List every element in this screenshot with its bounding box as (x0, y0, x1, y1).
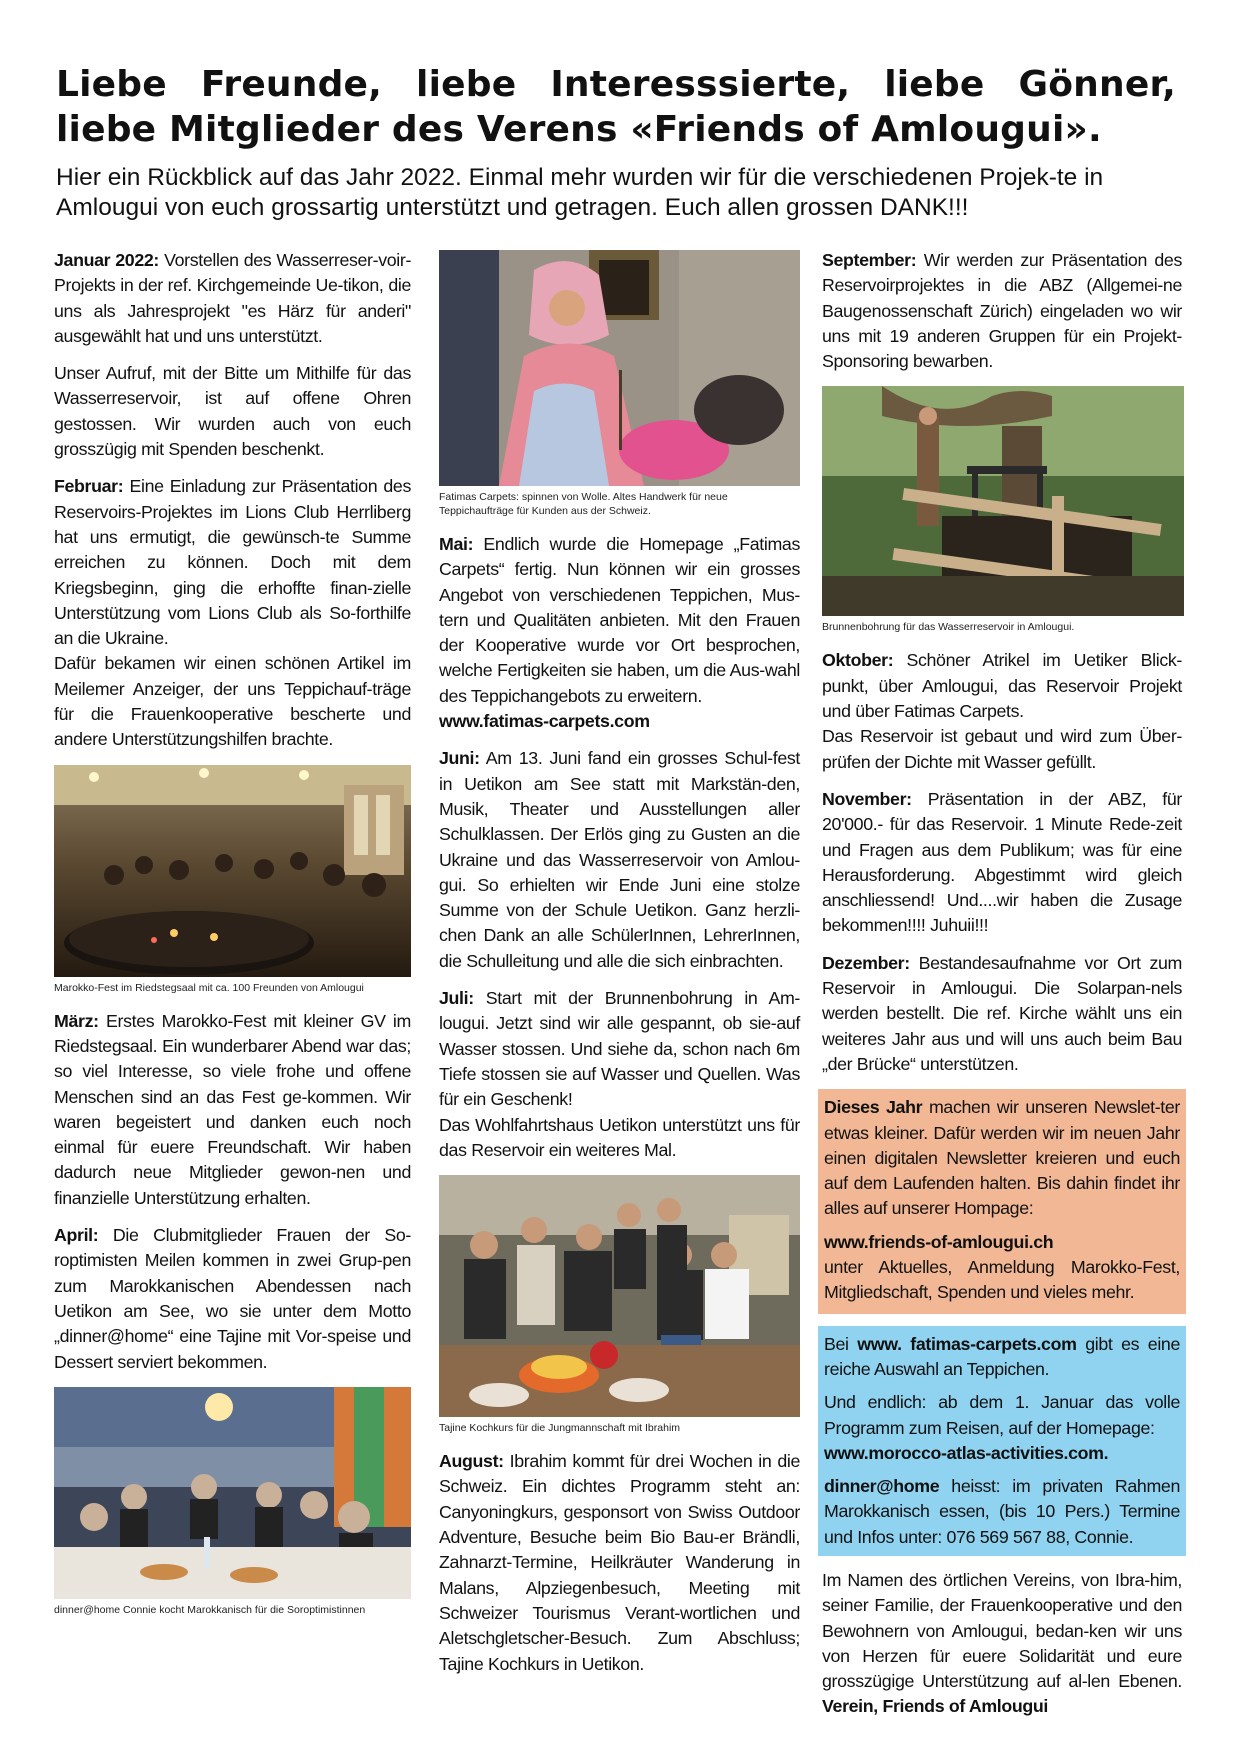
photo-dinner-home (54, 1387, 411, 1599)
juni-text: Am 13. Juni fand ein grosses Schul-fest in Uetikon am See statt mit Markstän-den, Musik, Theater und Ausstellungen aller Schulklassen. Der Erlös ging zu Gusten an die Ukraine und das Wasserreservoir von Amlou-gui. So erhielten wir Ende Juni eine stolze Summe von der Schule Uetikon. Ganz herzli-chen Dank an alle SchülerInnen, LehrerInnen, die Schulleitung und alle die sich einbrachten. (439, 748, 800, 971)
maerz-label: März: (54, 1010, 99, 1031)
dezember-entry (822, 951, 1182, 1077)
carpets-offer-text (824, 1332, 1180, 1383)
august-entry (439, 1449, 800, 1677)
photo-caption: Brunnenbohrung für das Wasserreservoir in Amlougui. (822, 621, 1075, 634)
april-entry (54, 1223, 411, 1375)
page-title: Liebe Freunde, liebe Interesssierte, liebe Gönner, liebe Mitglieder des Verens «Friends of Amlougui». (56, 64, 1176, 150)
september-text: Wir werden zur Präsentation des Reservoirprojektes in die ABZ (Allgemei-ne Baugenossenschaft Zürich) eingeladen wo wir uns mit 19 anderen Gruppen für ein Projekt-Sponsoring bewarben. (822, 250, 1182, 372)
januar-text: Vorstellen des Wasserreser-voir-Projekts in der ref. Kirchgemeinde Ue-tikon, die uns als Jahresprojekt "es Härz für anderi" ausgewählt hat und uns unterstützt. (54, 250, 412, 346)
dezember-text: Bestandesaufnahme vor Ort zum Reservoir in Amlougui. Die Solarpan-nels werden bestellt. Die ref. Kirche wählt uns ein weiteres Jahr aus und will uns auch beim Bau „der Brücke“ unterstützen. (822, 952, 1182, 1074)
dinner-home-label: dinner@home (824, 1476, 940, 1497)
newsletter-info-box (818, 1089, 1186, 1313)
september-entry (822, 248, 1182, 374)
juli-text: Start mit der Brunnenbohrung in Am-lougui. Jetzt sind wir alle gespannt, ob sie-auf Wasser stossen. Und siehe da, schon nach 6m Tiefe stossen sie auf Wasser und Quellen. Was für ein Geschenk! (439, 988, 800, 1110)
april-text: Die Clubmitglieder Frauen der So-roptimisten Meilen kommen in zwei Grup-pen zum Marokkanischen Abendessen nach Uetikon am See, wo sie unter dem Motto „dinner@home“ eine Tajine mit Vor-speise und Dessert serviert bekommen. (54, 1225, 411, 1372)
november-entry (822, 787, 1182, 939)
februar-entry (54, 474, 411, 651)
dinner-home-image (54, 1387, 411, 1599)
januar-entry (54, 248, 411, 349)
photo-caption: Marokko-Fest im Riedstegsaal mit ca. 100 Freunden von Amlougui (54, 981, 364, 994)
januar-label: Januar 2022: (54, 250, 159, 270)
column-left (54, 248, 411, 1631)
closing-body: Im Namen des örtlichen Vereins, von Ibra-him, seiner Familie, der Frauenkooperative und den Bewohnern von Amlougui, bedan-ken wir uns von Herzen für euere Solidarität und eure grosszügige Unterstützung auf al-len Ebenen. (822, 1569, 1182, 1692)
brunnenbohrung-image (822, 386, 1184, 616)
photo-caption: Fatimas Carpets: spinnen von Wolle. Altes Handwerk für neue Teppichaufträge für Kunden aus der Schweiz. (439, 491, 728, 517)
maerz-text: Erstes Marokko-Fest mit kleiner GV im Riedstegsaal. Ein wunderbarer Abend war das; so viel Interesse, so viele frohe und offene Menschen sind an das Fest ge-kommen. Wir waren begeistert und danken euch noch einmal für euere Freundschaft. Wir haben dadurch neue Mitglieder gewon-nen und finanzielle Unterstützung erhalten. (54, 1010, 411, 1208)
photo-fatimas-carpets (439, 250, 800, 486)
november-label: November: (822, 788, 912, 809)
aufruf-entry: Unser Aufruf, mit der Bitte um Mithilfe für das Wasserreservoir, ist auf offene Ohren gestossen. Wir wurden auch von euch grosszügig mit Spenden beschenkt. (54, 363, 411, 460)
november-text: Präsentation in der ABZ, für 20'000.- für das Reservoir. 1 Minute Rede-zeit und Fragen aus dem Publikum; was für eine Herausforderung. Abgestimmt wird gleich anschliessend! Und....wir haben die Zusage bekommen!!!! Juhuii!!! (822, 788, 1182, 936)
photo-tajine-kochkurs (439, 1175, 800, 1417)
fatimas-carpets-link-2[interactable]: www. fatimas-carpets.com (857, 1333, 1077, 1354)
closing-text (822, 1568, 1182, 1720)
photo-caption: Tajine Kochkurs für die Jungmannschaft mit Ibrahim (439, 1422, 681, 1435)
tajine-kochkurs-image (439, 1175, 800, 1417)
closing-signature: Verein, Friends of Amlougui (822, 1696, 1049, 1717)
juli-label: Juli: (439, 988, 474, 1009)
oktober-label: Oktober: (822, 650, 894, 671)
intro-text: Hier ein Rückblick auf das Jahr 2022. Einmal mehr wurden wir für die verschiedenen Projek-te in Amlougui von euch grossartig unterstützt und getragen. Euch allen grossen DANK!!! (56, 164, 1104, 221)
mai-entry (439, 532, 800, 709)
photo-brunnenbohrung (822, 386, 1184, 616)
fatimas-carpets-image (439, 250, 800, 486)
oktober-entry-2: Das Reservoir ist gebaut und wird zum Über-prüfen der Dichte mit Wasser gefüllt. (822, 726, 1182, 772)
mai-text: Endlich wurde die Homepage „Fatimas Carpets“ fertig. Nun können wir ein grosses Angebot von verschiedenen Teppichen, Mus-tern und Qualitäten anbieten. Mit den Frauen der Kooperative wurde vor Ort besprochen, welche Fertigkeiten sie haben, um die Aus-wahl des Teppichangebots zu erweitern. (439, 534, 800, 706)
marokko-fest-image (54, 765, 411, 977)
februar-label: Februar: (54, 476, 124, 497)
oktober-entry (822, 648, 1182, 724)
column-middle (439, 250, 800, 1689)
newsletter-text-2: unter Aktuelles, Anmeldung Marokko-Fest, Mitgliedschaft, Spenden und vieles mehr. (824, 1257, 1180, 1303)
juni-label: Juni: (439, 748, 480, 769)
column-right (822, 248, 1182, 1732)
carpets-offer-post: gibt es eine reiche Auswahl an Teppichen. (824, 1333, 1181, 1379)
dezember-label: Dezember: (822, 952, 910, 973)
august-label: August: (439, 1451, 504, 1472)
links-info-box (818, 1326, 1186, 1556)
februar-text: Eine Einladung zur Präsentation des Reservoirs-Projektes im Lions Club Herrliberg hat uns ermutigt, die gewünsch-te Summe erreichen zu können. Doch mit dem Kriegsbeginn, ging die erhoffte finan-zielle Unterstützung vom Lions Club als So-forthilfe an die Ukraine. (54, 476, 411, 649)
fatimas-carpets-link[interactable]: www.fatimas-carpets.com (439, 711, 650, 732)
dinner-home-text (824, 1474, 1180, 1550)
newsletter-text (824, 1095, 1180, 1221)
photo-marokko-fest (54, 765, 411, 977)
photo-caption: dinner@home Connie kocht Marokkanisch für die Soroptimistinnen (54, 1603, 366, 1616)
august-text: Ibrahim kommt für drei Wochen in die Schweiz. Ein dichtes Programm steht an: Canyoningkurs, gesponsort von Swiss Outdoor Adventure, Besuche beim Bio Bau-er Brändli, Zahnarzt-Termine, Heilkräuter Wanderung in Malans, Alpziegenbesuch, Meeting mit Schweizer Tourismus Verant-wortlichen und Aletschgletscher-Besuch. Zum Abschluss; Tajine Kochkurs in Uetikon. (439, 1451, 800, 1674)
juni-entry (439, 746, 800, 974)
newsletter-label: Dieses Jahr (824, 1097, 923, 1118)
februar-entry-2: Dafür bekamen wir einen schönen Artikel im Meilemer Anzeiger, der uns Teppichauf-träge für die Frauenkooperative bescherte und andere Unterstützungshilfen brachte. (54, 653, 411, 750)
amlougui-homepage-link[interactable]: www.friends-of-amlougui.ch (824, 1231, 1054, 1252)
maerz-entry (54, 1009, 411, 1211)
travel-program-text: Und endlich: ab dem 1. Januar das volle Programm zum Reisen, auf der Homepage: (824, 1392, 1180, 1438)
carpets-offer-pre: Bei (824, 1333, 849, 1354)
mai-label: Mai: (439, 534, 474, 554)
april-label: April: (54, 1225, 99, 1246)
juli-entry-2: Das Wohlfahrtshaus Uetikon unterstützt uns für das Reservoir ein weiteres Mal. (439, 1114, 800, 1160)
oktober-text: Schöner Atrikel im Uetiker Blick-punkt, über Amlougui, das Reservoir Projekt und über Fatimas Carpets. (822, 650, 1182, 722)
september-label: September: (822, 250, 917, 270)
juli-entry (439, 986, 800, 1112)
dinner-home-body: heisst: im privaten Rahmen Marokkanisch essen, (bis 10 Pers.) Termine und Infos unter: 076 569 567 88, Connie. (824, 1476, 1180, 1547)
newsletter-body: machen wir unseren Newslet-ter etwas kleiner. Dafür werden wir im neuen Jahr einen digitalen Newsletter kreieren und euch auf dem Laufenden halten. Bis dahin findet ihr alles auf unserer Hompage: (824, 1097, 1180, 1219)
morocco-atlas-link[interactable]: www.morocco-atlas-activities.com. (824, 1442, 1109, 1463)
